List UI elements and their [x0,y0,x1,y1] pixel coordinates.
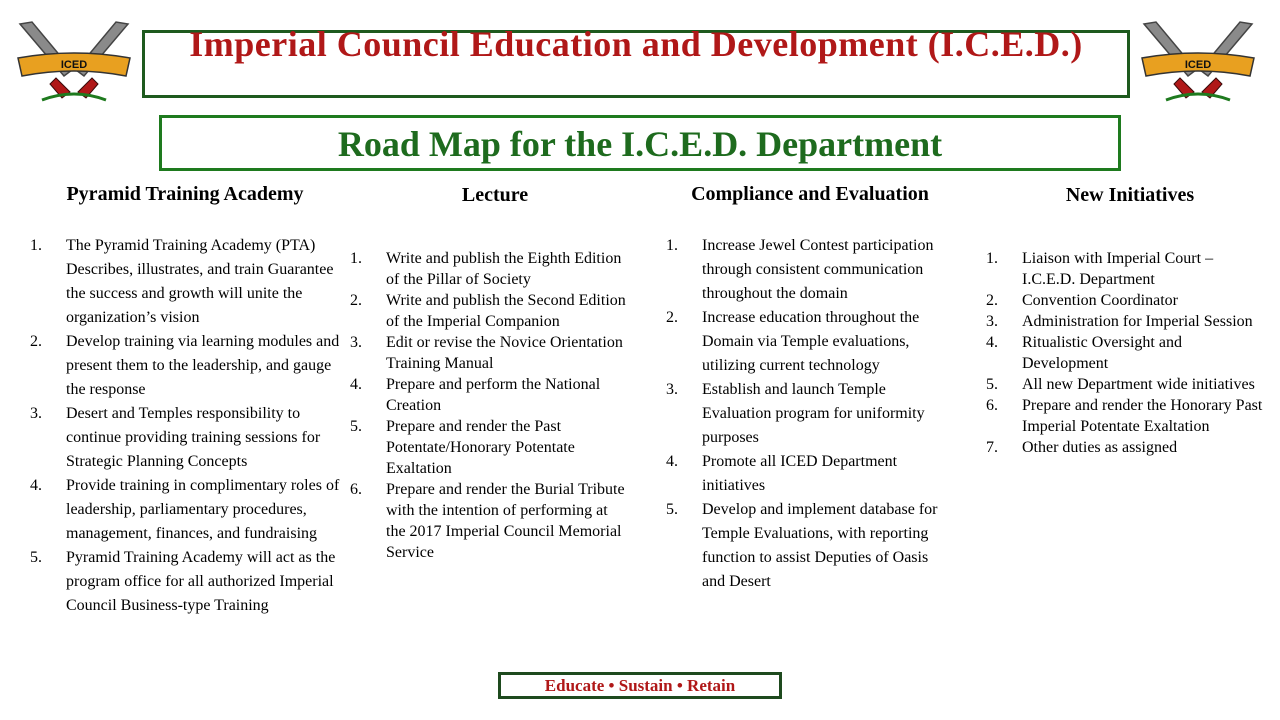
item-text: Increase education throughout the Domain via Temple evaluations, utilizing current technology [702,309,920,374]
item-number: 2. [986,292,998,309]
item-text: Provide training in complimentary roles of leadership, parliamentary procedures, management, finances, and fundraising [66,477,340,542]
page-subtitle: Road Map for the I.C.E.D. Department [337,124,943,164]
list-item [666,450,951,498]
item-number: 5. [986,376,998,393]
item-number: 3. [666,381,678,398]
logo-text: ICED [1184,59,1212,71]
column-heading-pyramid-training-academy: Pyramid Training Academy [66,183,304,205]
list-item [350,479,630,563]
item-number: 3. [350,334,362,351]
item-text: Administration for Imperial Session [1022,313,1253,330]
item-number: 4. [666,453,678,470]
list-item [30,402,340,474]
item-text: Desert and Temples responsibility to continue providing training sessions for Strategic Planning Concepts [66,405,321,470]
list-item [30,234,340,330]
item-number: 5. [666,501,678,518]
motto-text: Educate • Sustain • Retain [544,676,736,695]
column-heading-compliance-evaluation: Compliance and Evaluation [691,183,929,205]
item-text: Develop and implement database for Temple Evaluations, with reporting function to assist Deputies of Oasis and Desert [702,501,938,590]
logo-text: ICED [60,59,88,71]
item-number: 5. [30,549,42,566]
item-text: Prepare and render the Burial Tribute with the intention of performing at the 2017 Imperial Council Memorial Service [386,481,625,561]
item-number: 1. [350,250,362,267]
item-text: Promote all ICED Department initiatives [702,453,898,494]
list-item [986,311,1266,332]
item-number: 1. [986,250,998,267]
item-text: Write and publish the Second Edition of the Imperial Companion [386,292,626,330]
item-number: 6. [350,481,362,498]
item-number: 4. [350,376,362,393]
list-item [666,234,951,306]
list-item [350,248,630,290]
list-item [30,330,340,402]
page-title: Imperial Council Education and Development (I.C.E.D.) [189,24,1083,64]
pyramid-training-list [30,234,340,618]
item-number: 2. [30,333,42,350]
item-text: All new Department wide initiatives [1022,376,1255,393]
compliance-evaluation-list [666,234,951,594]
item-number: 3. [986,313,998,330]
item-text: Write and publish the Eighth Edition of the Pillar of Society [386,250,622,288]
item-text: Pyramid Training Academy will act as the program office for all authorized Imperial Council Business-type Training [66,549,336,614]
item-text: The Pyramid Training Academy (PTA) Describes, illustrates, and train Guarantee the success and growth will unite the organization’s vision [66,237,334,326]
item-text: Prepare and render the Honorary Past Imperial Potentate Exaltation [1022,397,1263,435]
item-text: Prepare and perform the National Creation [386,376,601,414]
list-item [986,395,1266,437]
title-frame [142,24,1130,98]
item-number: 1. [30,237,42,254]
lecture-list [350,248,630,563]
list-item [350,416,630,479]
list-item [986,374,1266,395]
item-number: 4. [986,334,998,351]
item-text: Convention Coordinator [1022,292,1178,309]
list-item [986,437,1266,458]
list-item [666,306,951,378]
item-text: Liaison with Imperial Court – I.C.E.D. Department [1022,250,1214,288]
item-number: 2. [666,309,678,326]
list-item [986,332,1266,374]
item-text: Ritualistic Oversight and Development [1022,334,1182,372]
iced-emblem-left [12,18,136,104]
item-number: 6. [986,397,998,414]
list-item [350,290,630,332]
item-number: 2. [350,292,362,309]
column-heading-new-initiatives: New Initiatives [1065,184,1195,206]
item-number: 5. [350,418,362,435]
item-number: 4. [30,477,42,494]
list-item [350,332,630,374]
list-item [986,290,1266,311]
item-number: 7. [986,439,998,456]
item-text: Establish and launch Temple Evaluation program for uniformity purposes [702,381,925,446]
motto-frame [498,672,782,699]
item-number: 1. [666,237,678,254]
new-initiatives-list [986,248,1266,458]
list-item [350,374,630,416]
iced-emblem-right [1136,18,1260,104]
item-text: Increase Jewel Contest participation through consistent communication throughout the domain [702,237,934,302]
item-text: Prepare and render the Past Potentate/Honorary Potentate Exaltation [386,418,575,477]
list-item [30,474,340,546]
list-item [986,248,1266,290]
item-text: Edit or revise the Novice Orientation Training Manual [386,334,623,372]
item-number: 3. [30,405,42,422]
item-text: Other duties as assigned [1022,439,1178,456]
column-heading-lecture: Lecture [461,184,529,206]
subtitle-frame [159,115,1121,171]
list-item [666,498,951,594]
item-text: Develop training via learning modules and present them to the leadership, and gauge the response [66,333,340,398]
list-item [666,378,951,450]
list-item [30,546,340,618]
